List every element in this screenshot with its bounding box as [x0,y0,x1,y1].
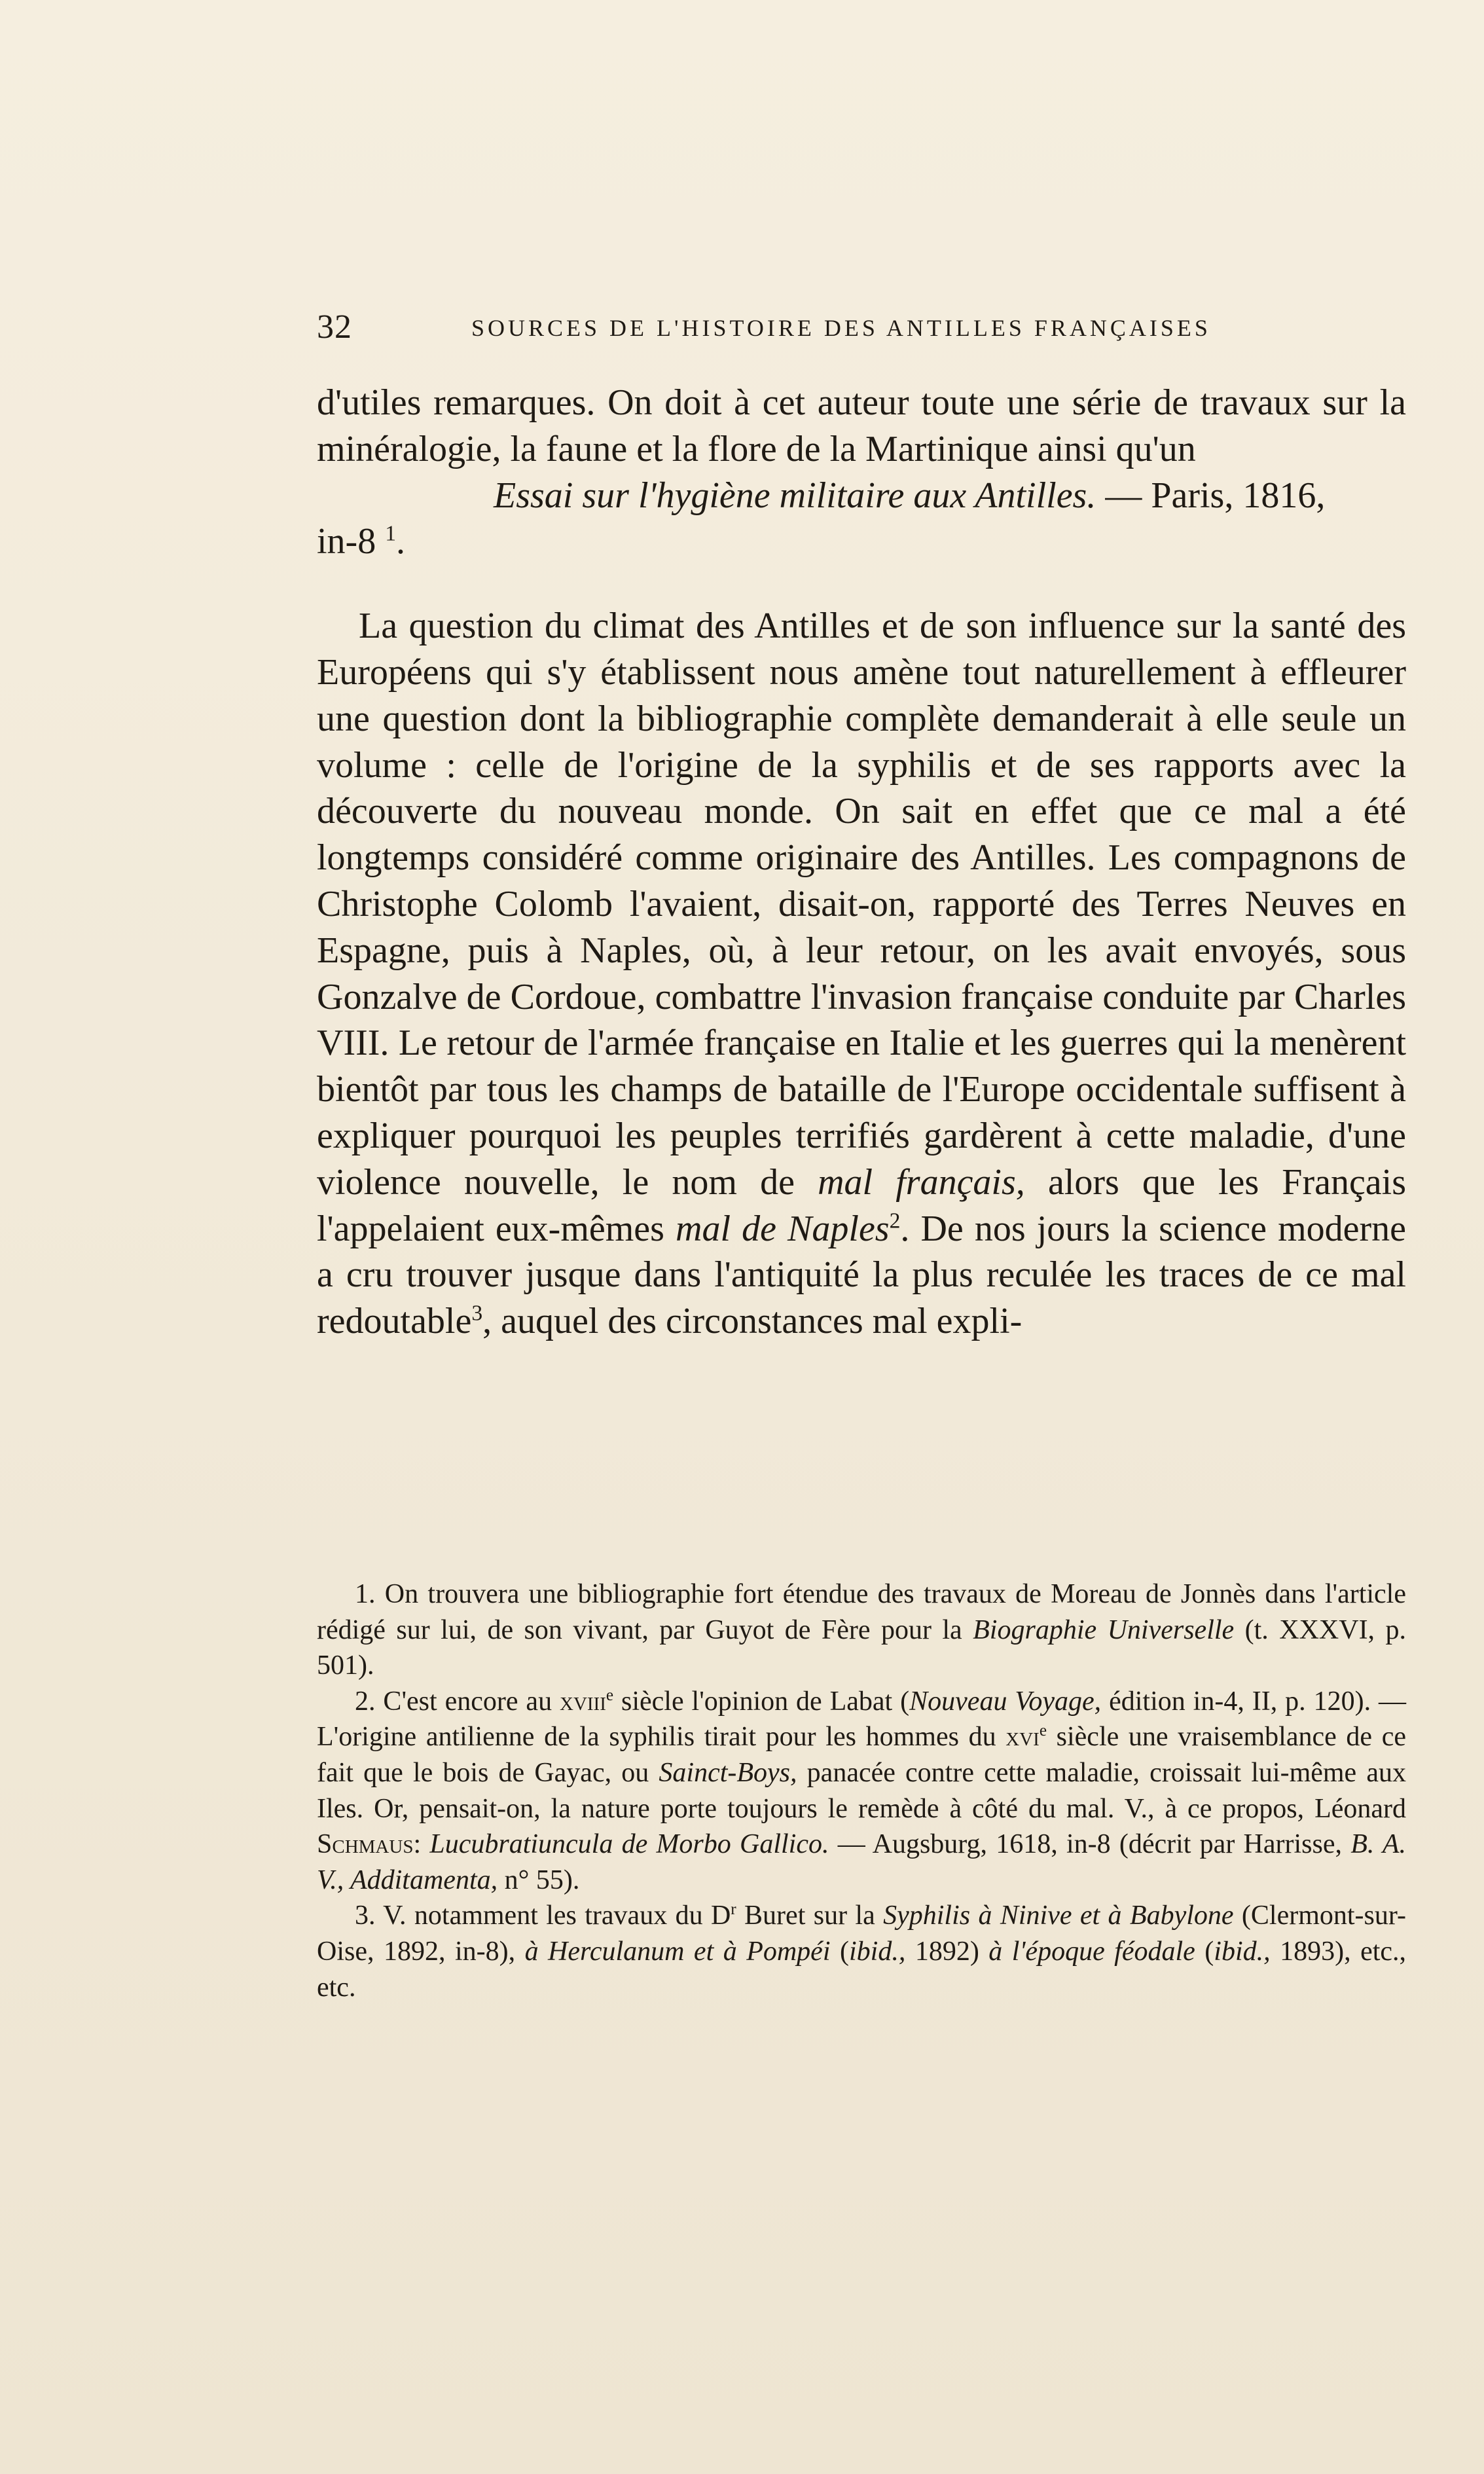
fn3-text-g: 1893), etc., etc. [317,1936,1407,2003]
fn2-text-g: — Augsburg, 1618, in-8 (décrit par Harrisse, [837,1829,1342,1860]
fn2-century-2: xvi [1005,1722,1040,1753]
fn3-ibid-2: ibid., [1214,1936,1271,1967]
fn3-paren-2: ( [1204,1936,1214,1967]
fn2-title-bav: B. A. V., Additamenta, [317,1829,1406,1895]
footnote-2 [317,1684,1406,1899]
p2-text-c: . De nos jours la science moderne a cru trouver jusque dans l'antiquité la plus reculée les traces de ce mal redoutable [317,1208,1407,1342]
fn2-text-b: siècle l'opinion de Labat ( [621,1686,910,1717]
footnote-ref-3: 3 [471,1301,483,1326]
bib-format: in-8 [317,521,376,562]
fn2-title-sainct-boys: Sainct-Boys, [659,1757,797,1788]
fn2-text-d: siècle une vraisemblance de ce fait que le bois de Gayac, ou [317,1722,1406,1788]
bib-end: . [396,521,406,562]
fn3-sup: r [731,1901,736,1919]
bibliography-entry [317,473,1406,519]
fn3-title-ninive: Syphilis à Ninive et à Babylone [883,1901,1234,1931]
page-header [317,308,1294,360]
bib-publication: — Paris, 1816, [1105,475,1326,516]
paragraph-intro [317,380,1406,473]
fn2-title-nouveau-voyage: Nouveau Voyage, [909,1686,1102,1717]
bib-title: Essai sur l'hygiène militaire aux Antilles. [494,475,1096,516]
intro-text: d'utiles remarques. On doit à cet auteur toute une série de travaux sur la minéralogie, la faune et la flore de la Martinique ainsi qu'un [317,382,1406,469]
p2-text-a: La question du climat des Antilles et de son influence sur la santé des Européens qui s'y établissent nous amène tout naturellement à effleurer une question dont la bibliographie complète demanderait à elle seule un volume : celle de l'origine de la syphilis et de ses rapports avec la découverte du nouveau monde. On sait en effet que ce mal a été longtemps considéré comme originaire des Antilles. Les compagnons de Christophe Colomb l'avaient, disait-on, rapporté des Terres Neuves en Espagne, puis à Naples, où, à leur retour, on les avait envoyés, sous Gonzalve de Cordoue, combattre l'invasion française conduite par Charles VIII. Le retour de l'armée française en Italie et les guerres qui la menèrent bientôt par tous les champs de bataille de l'Europe occidentale suffisent à expliquer pourquoi les peuples terrifiés gardèrent à cette maladie, d'une violence nouvelle, le nom de [317,606,1406,1203]
p2-text-d: , auquel des circonstances mal expli- [482,1301,1023,1342]
fn3-text-e: 1892) [914,1936,979,1967]
footnote-1 [317,1576,1406,1684]
fn3-title-feodale: à l'époque féodale [988,1936,1195,1967]
fn3-paren-1: ( [839,1936,849,1967]
p2-mal-naples: mal de Naples [676,1208,890,1249]
fn3-ibid-1: ibid., [848,1936,906,1967]
paragraph-gap [317,565,1406,603]
footnotes [317,1576,1406,2005]
fn1-text: 1. On trouvera une bibliographie fort étendue des travaux de Moreau de Jonnès dans l'article rédigé sur lui, de son vivant, par Guyot de Fère pour la [317,1579,1406,1645]
fn1-title: Biographie Universelle [973,1614,1235,1645]
fn2-century-1-sup: e [606,1686,614,1704]
p2-text-b: alors que les Français l'appelaient eux-mêmes [317,1161,1407,1249]
footnote-3 [317,1898,1406,2005]
p2-mal-francais: mal français, [818,1161,1025,1203]
fn3-text-b: Buret sur la [744,1901,875,1931]
fn3-text-a: 3. V. notamment les travaux du D [355,1901,731,1931]
fn2-century-1: xviii [560,1686,606,1717]
fn1-ref: (t. XXXVI, p. 501). [317,1614,1407,1681]
fn2-author: Schmaus [317,1829,414,1860]
fn2-title-lucubratiuncula: Lucubratiuncula de Morbo Gallico. [429,1829,829,1860]
fn2-text-a: 2. C'est encore au [355,1686,552,1717]
fn2-text-c: édition in-4, II, p. 120). — L'origine antilienne de la syphilis tirait pour les hommes du [317,1686,1407,1753]
footnote-ref-1: 1 [385,521,397,546]
footnote-ref-2: 2 [889,1208,901,1233]
fn2-text-e: panacée contre cette maladie, croissait lui-même aux Iles. Or, pensait-on, la nature porte toujours le remède à côté du mal. V., à ce propos, Léonard [317,1757,1406,1824]
fn2-century-2-sup: e [1039,1722,1047,1740]
page-number: 32 [317,308,352,346]
fn3-text-c: (Clermont-sur-Oise, 1892, in-8), [317,1901,1407,1967]
bibliography-entry-continuation [317,518,1406,565]
fn2-text-h: n° 55). [504,1865,580,1895]
fn3-title-herculanum: à Herculanum et à Pompéi [524,1936,831,1967]
main-text [317,380,1406,1345]
fn2-colon: : [413,1829,422,1860]
paragraph-syphilis [317,603,1406,1345]
running-head: SOURCES DE L'HISTOIRE DES ANTILLES FRANÇAISES [471,315,1211,341]
